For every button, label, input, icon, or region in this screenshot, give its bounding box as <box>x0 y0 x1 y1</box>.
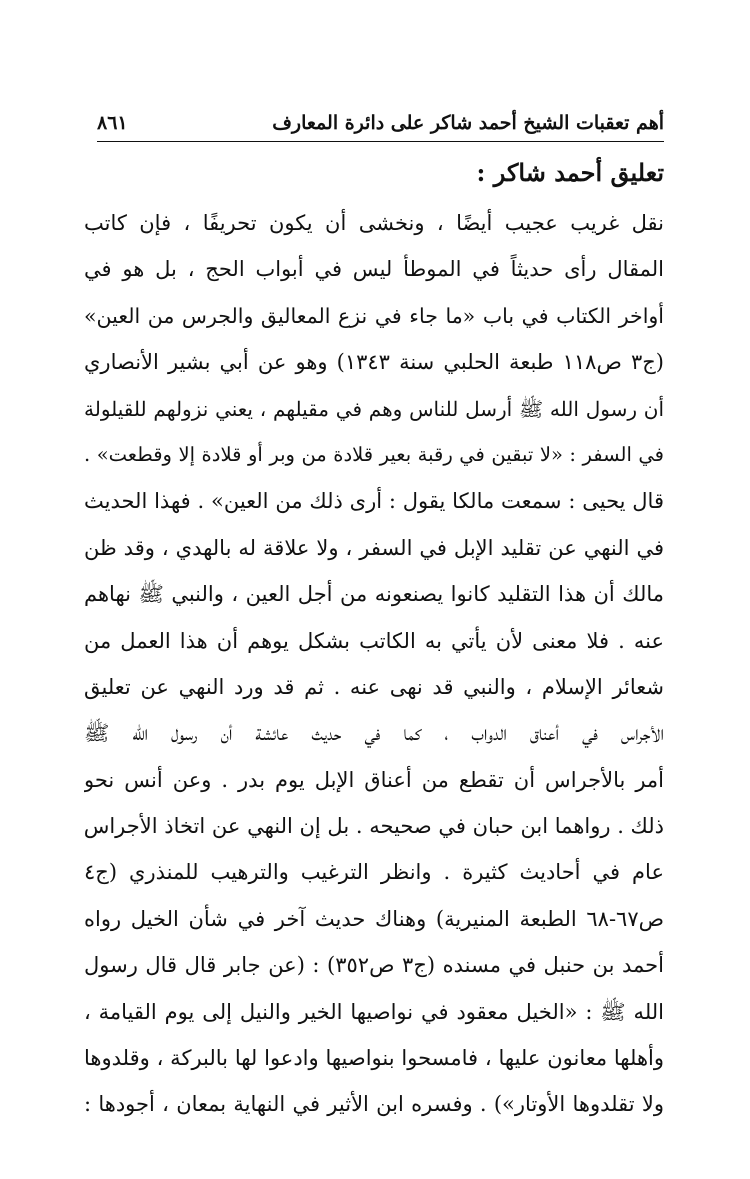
text-line: أحمد بن حنبل في مسنده (ج٣ ص٣٥٢) : (عن جابر قال قال رسول <box>84 953 664 978</box>
text-line: الأجراس في أعناق الدواب ، كما في حديث عائشة أن رسول الله ﷺ <box>84 721 664 746</box>
text-line: ص٦٧-٦٨ الطبعة المنيرية) وهناك حديث آخر في شأن الخيل رواه <box>84 906 664 931</box>
text-line: (ج٣ ص١١٨ طبعة الحلبي سنة ١٣٤٣) وهو عن أبي بشير الأنصاري <box>84 350 664 375</box>
text-line: الله ﷺ : «الخيل معقود في نواصيها الخير والنيل إلى يوم القيامة ، <box>84 999 664 1024</box>
text-line: عنه . فلا معنى لأن يأتي به الكاتب بشكل يوهم أن هذا العمل من <box>84 628 664 653</box>
text-line: ذلك . رواهما ابن حبان في صحيحه . بل إن النهي عن اتخاذ الأجراس <box>84 814 664 839</box>
text-line: في السفر : «لا تبقين في رقبة بعير قلادة من وبر أو قلادة إلا وقطعت» . <box>84 442 664 466</box>
text-line: أن رسول الله ﷺ أرسل للناس وهم في مقيلهم ، يعني نزولهم للقيلولة <box>84 396 664 421</box>
page-number: ٨٦١ <box>97 112 128 134</box>
running-header-title: أهم تعقبات الشيخ أحمد شاكر على دائرة المعارف <box>272 112 664 134</box>
text-line: شعائر الإسلام ، والنبي قد نهى عنه . ثم قد ورد النهي عن تعليق <box>84 674 664 699</box>
text-line: وأهلها معانون عليها ، فامسحوا بنواصيها وادعوا لها بالبركة ، وقلدوها <box>84 1046 664 1071</box>
text-line: المقال رأى حديثاً في الموطأ ليس في أبواب الحج ، بل هو في <box>84 257 664 282</box>
text-line: نقل غريب عجيب أيضًا ، ونخشى أن يكون تحريفًا ، فإن كاتب <box>84 211 664 235</box>
body-text <box>84 200 664 1128</box>
header-rule <box>97 141 664 142</box>
text-line: عام في أحاديث كثيرة . وانظر الترغيب والترهيب للمنذري (ج٤ <box>84 860 664 885</box>
text-line: أمر بالأجراس أن تقطع من أعناق الإبل يوم بدر . وعن أنس نحو <box>84 767 664 792</box>
text-line: ولا تقلدوها الأوتار») . وفسره ابن الأثير في النهاية بمعان ، أجودها : <box>84 1092 664 1117</box>
text-line: في النهي عن تقليد الإبل في السفر ، ولا علاقة له بالهدي ، وقد ظن <box>84 535 664 560</box>
text-line: قال يحيى : سمعت مالكا يقول : أرى ذلك من العين» . فهذا الحديث <box>84 489 664 514</box>
text-line: أواخر الكتاب في باب «ما جاء في نزع المعاليق والجرس من العين» <box>84 303 664 328</box>
text-line: مالك أن هذا التقليد كانوا يصنعونه من أجل العين ، والنبي ﷺ نهاهم <box>84 582 664 607</box>
section-title: تعليق أحمد شاكر : <box>476 158 664 187</box>
running-header <box>97 98 664 134</box>
